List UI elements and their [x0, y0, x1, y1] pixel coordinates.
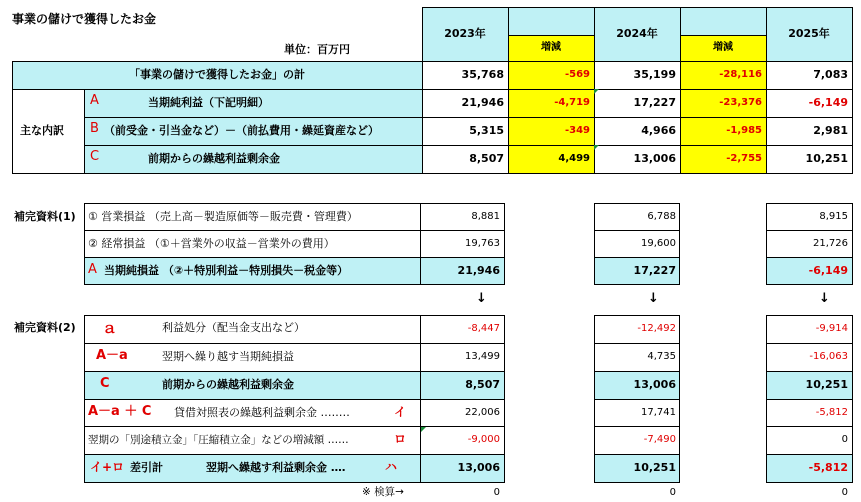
supp2-label: 補完資料(2): [14, 321, 76, 334]
row-c-diff-2024: 4,499: [558, 153, 590, 164]
supp1-row1-2023: 8,881: [471, 211, 500, 222]
supp1-row3-label: 当期純損益 （②＋特別利益－特別損失－税金等）: [104, 264, 349, 277]
supp1-row1-2025: 8,915: [819, 211, 848, 222]
header-2025-bg-top: [680, 7, 766, 35]
check-2023: 0: [493, 487, 500, 498]
breakdown-group-label: 主な内訳: [20, 124, 64, 137]
supp2-row3-2023: 8,507: [465, 378, 500, 391]
supp2-row3-label: 前期からの繰越利益剰余金: [162, 378, 294, 391]
supp2-row6-key2: 差引計: [130, 461, 163, 474]
supp2-row4-label: 貸借対照表の繰越利益剰余金 ‥‥‥‥: [174, 406, 350, 419]
year-2025-header: 2025年: [788, 27, 830, 40]
supp1-row2-2024: 19,600: [641, 238, 676, 249]
supp1-row3-2024: 17,227: [633, 264, 676, 277]
supp2-row3-2024: 13,006: [633, 378, 676, 391]
down-arrow-icon: ↓: [819, 291, 830, 306]
check-label: ※ 検算→: [362, 486, 404, 498]
supp2-row1-2023: -8,447: [467, 323, 500, 334]
supp2-row1-key: ａ: [102, 319, 118, 337]
supp2-row1-2024: -12,492: [637, 323, 676, 334]
supp2-row6-2024: 10,251: [633, 461, 676, 474]
supp2-row4-2025: -5,812: [815, 407, 848, 418]
supp1-row3-2023: 21,946: [457, 264, 500, 277]
supp2-row1-label: 利益処分（配当金支出など）: [162, 321, 305, 334]
row-b-diff-2025: -1,985: [726, 125, 762, 136]
supp2-row5-2023: -9,000: [467, 434, 500, 445]
row-b-2025: 2,981: [813, 124, 848, 137]
supp2-row2-2024: 4,735: [647, 351, 676, 362]
supp2-row3-2025: 10,251: [805, 378, 848, 391]
total-label: 「事業の儲けで獲得したお金」の計: [129, 68, 305, 81]
supp2-row6-label: 翌期へ繰越す利益剰余金 ‥‥: [206, 461, 346, 474]
supp1-row3-key: A: [88, 262, 97, 277]
supp2-row2-key: A－a: [96, 348, 128, 363]
down-arrow-icon: ↓: [476, 291, 487, 306]
row-b-2024: 4,966: [641, 124, 676, 137]
total-diff-2024: -569: [564, 69, 590, 80]
cell-marker: [421, 427, 426, 432]
supp2-row5-tag: ロ: [394, 432, 407, 446]
cell-marker: [594, 145, 599, 150]
supp2-row6-2025: -5,812: [808, 461, 848, 474]
row-a-key: A: [90, 93, 99, 108]
row-a-2023: 21,946: [461, 96, 504, 109]
total-2025: 7,083: [813, 68, 848, 81]
supp2-row3-key: C: [100, 376, 110, 391]
row-b-key: B: [90, 121, 99, 136]
supp1-row2-2025: 21,726: [813, 238, 848, 249]
supp1-row3-2025: -6,149: [808, 264, 848, 277]
report-title: 事業の儲けで獲得したお金: [12, 12, 157, 26]
check-2024: 0: [669, 487, 676, 498]
supp2-row5-2024: -7,490: [643, 434, 676, 445]
unit-label: 単位：百万円: [284, 43, 350, 56]
row-c-diff-2025: -2,755: [726, 153, 762, 164]
supp2-row6-tag: ハ: [385, 460, 398, 474]
header-2024-bg-top: [508, 7, 594, 35]
row-a-diff-2025: -23,376: [719, 97, 762, 108]
row-a-label: 当期純利益（下記明細）: [148, 96, 269, 109]
diff-2025-header: 増減: [713, 42, 733, 53]
supp2-row5-2025: 0: [841, 434, 848, 445]
supp2-row1-2025: -9,914: [815, 323, 848, 334]
total-2024: 35,199: [633, 68, 676, 81]
total-2023: 35,768: [461, 68, 504, 81]
supp2-row4-2024: 17,741: [641, 407, 676, 418]
supp2-row2-2023: 13,499: [465, 351, 500, 362]
supp2-row2-label: 翌期へ繰り越す当期純損益: [162, 350, 294, 363]
row-b-diff-2024: -349: [564, 125, 590, 136]
cell-marker: [594, 89, 599, 94]
row-a-diff-2024: -4,719: [554, 97, 590, 108]
row-c-2023: 8,507: [469, 152, 504, 165]
row-b-label: （前受金・引当金など）－（前払費用・繰延資産など）: [104, 124, 379, 137]
diff-2024-header: 増減: [541, 42, 561, 53]
row-a-2025: -6,149: [808, 96, 848, 109]
supp1-row1-label: ① 営業損益 （売上高－製造原価等－販売費・管理費）: [88, 210, 358, 223]
row-a-2024: 17,227: [633, 96, 676, 109]
row-b-2023: 5,315: [469, 124, 504, 137]
supp2-row5-label: 翌期の「別途積立金」「圧縮積立金」などの増減額 ‥‥‥: [88, 434, 349, 446]
row-c-label: 前期からの繰越利益剰余金: [148, 152, 280, 165]
supp1-row1-2024: 6,788: [647, 211, 676, 222]
row-c-key: C: [90, 149, 100, 164]
supp2-row4-key: A－a ＋ C: [88, 404, 152, 419]
supp2-row6-2023: 13,006: [457, 461, 500, 474]
year-2024-header: 2024年: [616, 27, 658, 40]
supp1-row2-2023: 19,763: [465, 238, 500, 249]
supp1-label: 補完資料(1): [14, 210, 76, 223]
supp2-row6-key: イ+ロ: [90, 460, 125, 474]
row-c-2025: 10,251: [805, 152, 848, 165]
year-2023-header: 2023年: [444, 27, 486, 40]
down-arrow-icon: ↓: [648, 291, 659, 306]
supp1-row2-label: ② 経常損益 （①＋営業外の収益－営業外の費用）: [88, 237, 335, 250]
check-2025: 0: [841, 487, 848, 498]
supp2-row2-2025: -16,063: [809, 351, 848, 362]
row-c-2024: 13,006: [633, 152, 676, 165]
supp2-row4-2023: 22,006: [465, 407, 500, 418]
total-diff-2025: -28,116: [719, 69, 762, 80]
supp2-row4-tag: イ: [394, 405, 407, 419]
